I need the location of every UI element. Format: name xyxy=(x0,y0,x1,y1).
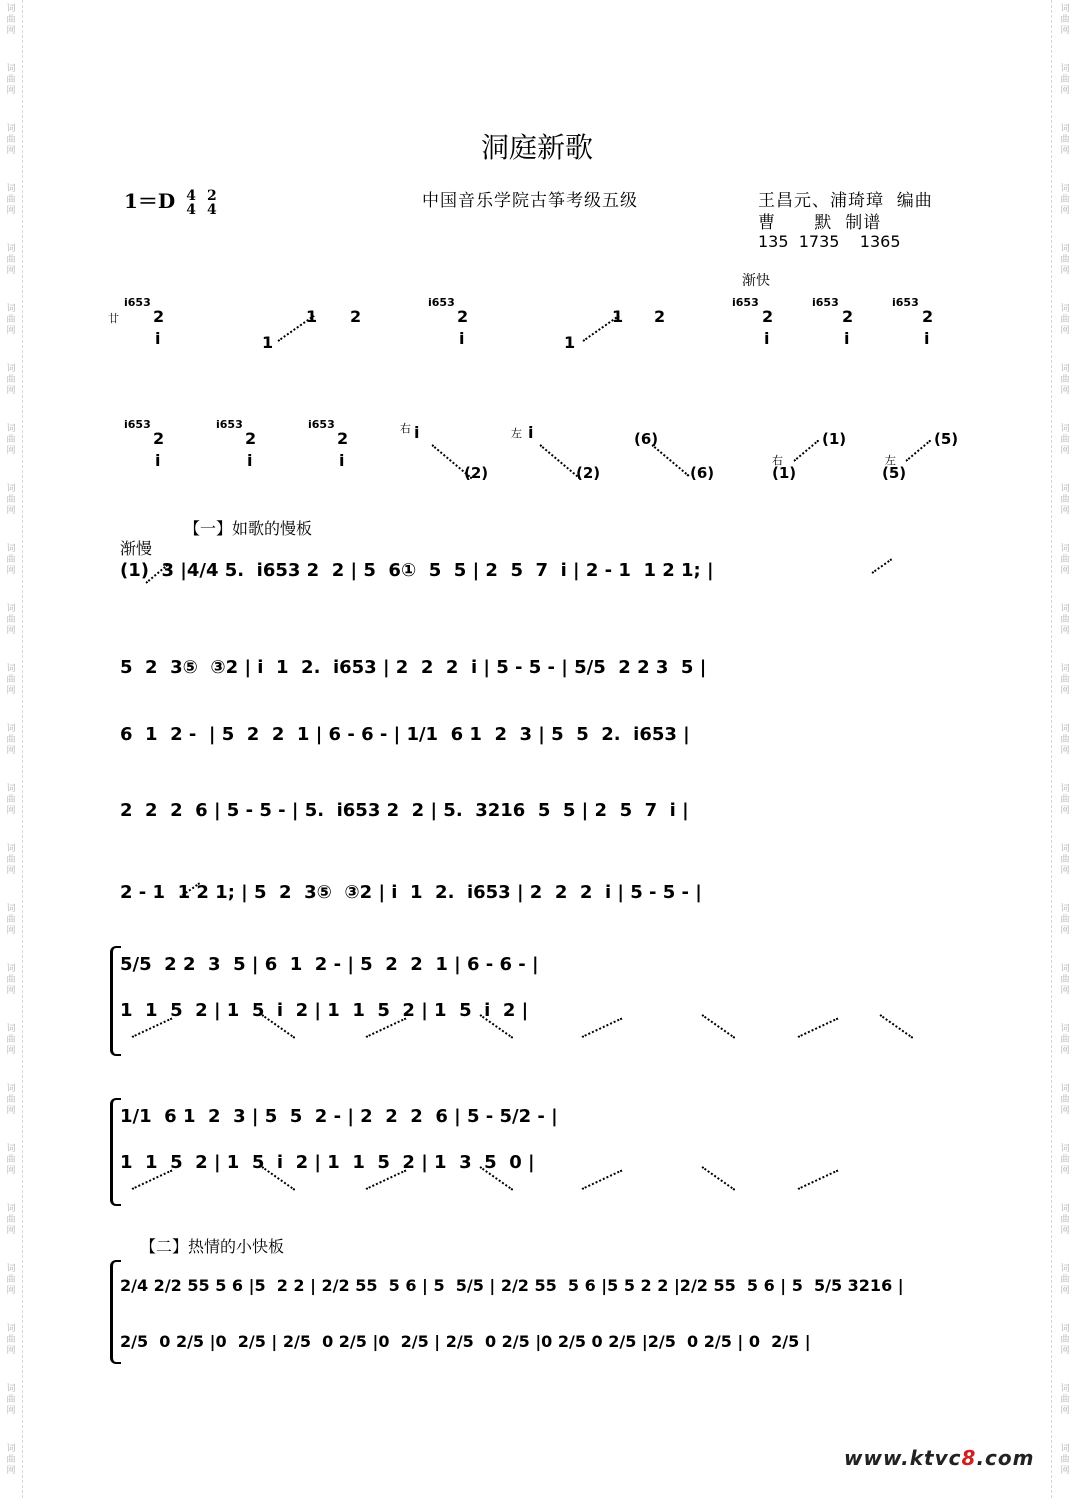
watermark-stack: 词 曲 网 xyxy=(1060,184,1070,216)
intro2-note: i xyxy=(414,423,420,442)
watermark-stack: 词 曲 网 xyxy=(6,724,16,756)
intro1-note: i653 xyxy=(732,296,759,309)
intro2-note: (1) xyxy=(772,464,797,482)
staff-row-8-lower: 2/5 0 2/5 |0 2/5 | 2/5 0 2/5 |0 2/5 | 2/5 0 2/5 |0 2/5 0 2/5 |2/5 0 2/5 | 0 2/5 | xyxy=(120,1332,811,1351)
intro2-note: i xyxy=(247,451,253,470)
staff-row-6-upper: 5/5 2 2 3 5 | 6 1 2 - | 5 2 2 1 | 6 - 6 - | xyxy=(120,954,539,975)
glissando-line xyxy=(651,444,689,476)
intro2-note: (2) xyxy=(576,464,601,482)
intro1-note: i xyxy=(844,329,850,348)
watermark-stack: 词 曲 网 xyxy=(1060,484,1070,516)
watermark-stack: 词 曲 网 xyxy=(1060,784,1070,816)
section-2-heading: 【二】热情的小快板 xyxy=(140,1237,285,1256)
watermark-stack: 词 曲 网 xyxy=(6,424,16,456)
staff-row-2: 5 2 3⑤ ③2 | i 1 2. i653 | 2 2 2 i | 5 - 5 - | 5/5 2 2 3 5 | xyxy=(120,657,707,678)
watermark-stack: 词 曲 网 xyxy=(1060,1384,1070,1416)
staff-row-3: 6 1 2 - | 5 2 2 1 | 6 - 6 - | 1/1 6 1 2 3 | 5 5 2. i653 | xyxy=(120,724,690,745)
glissando-line xyxy=(539,444,580,479)
technique-mark-right-2: 右 xyxy=(772,454,783,467)
technique-mark: 廿 xyxy=(108,312,119,325)
tempo-faster-mark: 渐快 xyxy=(742,273,770,289)
intro1-note: i xyxy=(764,329,770,348)
staff-row-8-upper: 2/4 2/2 55 5 6 |5 2 2 | 2/2 55 5 6 | 5 5/5 | 2/2 55 5 6 |5 5 2 2 |2/2 55 5 6 | 5 5/5 3216 | xyxy=(120,1276,904,1295)
intro1-note: 2 xyxy=(842,307,854,326)
exam-subtitle: 中国音乐学院古筝考级五级 xyxy=(422,191,638,211)
technique-mark-right-1: 右 xyxy=(400,422,411,435)
watermark-stack: 词 曲 网 xyxy=(6,4,16,36)
intro1-note: 2 xyxy=(762,307,774,326)
watermark-stack: 词 曲 网 xyxy=(6,484,16,516)
watermark-stack: 词 曲 网 xyxy=(6,1384,16,1416)
watermark-stack: 词 曲 网 xyxy=(1060,544,1070,576)
watermark-stack: 词 曲 网 xyxy=(1060,964,1070,996)
time-signature-4-4: 4 4 xyxy=(186,187,196,218)
intro1-note: 2 xyxy=(654,307,666,326)
watermark-stack: 词 曲 网 xyxy=(1060,4,1070,36)
watermark-stack: 词 曲 网 xyxy=(1060,244,1070,276)
watermark-stack: 词 曲 网 xyxy=(1060,664,1070,696)
watermark-stack: 词 曲 网 xyxy=(6,124,16,156)
intro1-note: i653 xyxy=(124,296,151,309)
staff-row-4: 2 2 2 6 | 5 - 5 - | 5. i653 2 2 | 5. 3216 5 5 | 2 5 7 i | xyxy=(120,800,689,821)
intro2-note: (6) xyxy=(634,430,659,448)
watermark-stack: 词 曲 网 xyxy=(6,904,16,936)
watermark-stack: 词 曲 网 xyxy=(1060,364,1070,396)
intro2-note: i653 xyxy=(216,418,243,431)
staff-row-7-lower: 1 1 5 2 | 1 5 i 2 | 1 1 5 2 | 1 3 5 0 | xyxy=(120,1152,535,1173)
intro2-note: 2 xyxy=(153,429,165,448)
intro2-note: 2 xyxy=(337,429,349,448)
intro1-note: 2 xyxy=(457,307,469,326)
intro2-note: (5) xyxy=(934,430,959,448)
watermark-stack: 词 曲 网 xyxy=(1060,724,1070,756)
watermark-stack: 词 曲 网 xyxy=(1060,1204,1070,1236)
watermark-stack: 词 曲 网 xyxy=(6,604,16,636)
glissando-line xyxy=(582,315,619,342)
watermark-stack: 词 曲 网 xyxy=(6,664,16,696)
intro2-note: i xyxy=(528,423,534,442)
technique-mark-left-1: 左 xyxy=(511,427,522,440)
intro1-note: i xyxy=(155,329,161,348)
watermark-stack: 词 曲 网 xyxy=(1060,1444,1070,1476)
key-label: 1＝D xyxy=(124,189,176,213)
watermark-stack: 词 曲 网 xyxy=(1060,1264,1070,1296)
intro2-note: i653 xyxy=(308,418,335,431)
glissando-line xyxy=(793,440,819,462)
watermark-stack: 词 曲 网 xyxy=(1060,844,1070,876)
watermark-stack: 词 曲 网 xyxy=(1060,424,1070,456)
composer-credit: 王昌元、浦琦璋 编曲 xyxy=(758,191,933,211)
transcriber-credit: 曹 默 制谱 xyxy=(758,213,882,233)
watermark-stack: 词 曲 网 xyxy=(6,364,16,396)
site-url[interactable]: www.ktvc8.com xyxy=(844,1446,1035,1470)
intro1-note: i xyxy=(459,329,465,348)
intro1-note: i xyxy=(924,329,930,348)
watermark-stack: 词 曲 网 xyxy=(6,844,16,876)
watermark-stack: 词 曲 网 xyxy=(1060,124,1070,156)
watermark-stack: 词 曲 网 xyxy=(1060,64,1070,96)
intro1-note: i653 xyxy=(812,296,839,309)
watermark-stack: 词 曲 网 xyxy=(6,784,16,816)
intro2-note: (6) xyxy=(690,464,715,482)
watermark-stack: 词 曲 网 xyxy=(6,184,16,216)
intro1-note: 1 xyxy=(262,333,274,352)
time-signature-2-4: 2 4 xyxy=(206,187,217,218)
technique-mark-left-2: 左 xyxy=(885,454,896,467)
watermark-stack: 词 曲 网 xyxy=(6,1084,16,1116)
watermark-stack: 词 曲 网 xyxy=(1060,904,1070,936)
right-watermark-strip xyxy=(1051,0,1074,1498)
intro1-note: 1 xyxy=(612,307,624,326)
key-signature xyxy=(124,185,217,217)
intro2-note: (2) xyxy=(464,464,489,482)
watermark-stack: 词 曲 网 xyxy=(6,244,16,276)
intro1-note: 1 xyxy=(306,307,318,326)
tempo-slower-mark: 渐慢 xyxy=(120,539,153,558)
intro2-note: i653 xyxy=(124,418,151,431)
staff-row-6-lower: 1 1 5 2 | 1 5 i 2 | 1 1 5 2 | 1 5 i 2 | xyxy=(120,1000,529,1021)
intro2-note: i xyxy=(339,451,345,470)
watermark-stack: 词 曲 网 xyxy=(6,64,16,96)
watermark-stack: 词 曲 网 xyxy=(6,1444,16,1476)
tuning-line: 135 1735 1365 xyxy=(758,232,901,251)
left-watermark-strip xyxy=(0,0,23,1498)
intro1-note: 1 xyxy=(564,333,576,352)
watermark-stack: 词 曲 网 xyxy=(1060,1084,1070,1116)
glissando-line xyxy=(277,315,314,342)
watermark-stack: 词 曲 网 xyxy=(6,964,16,996)
watermark-stack: 词 曲 网 xyxy=(6,544,16,576)
glissando-line xyxy=(905,440,931,462)
intro1-note: i653 xyxy=(428,296,455,309)
watermark-stack: 词 曲 网 xyxy=(6,1324,16,1356)
watermark-stack: 词 曲 网 xyxy=(6,304,16,336)
staff-row-5: 2 - 1 1 2 1; | 5 2 3⑤ ③2 | i 1 2. i653 | 2 2 2 i | 5 - 5 - | xyxy=(120,882,702,903)
watermark-stack: 词 曲 网 xyxy=(6,1264,16,1296)
intro1-note: 2 xyxy=(153,307,165,326)
watermark-stack: 词 曲 网 xyxy=(1060,1144,1070,1176)
intro2-note: 2 xyxy=(245,429,257,448)
intro1-note: 2 xyxy=(922,307,934,326)
staff-row-1: (1) 3 |4/4 5. i653 2 2 | 5 6① 5 5 | 2 5 7 i | 2 - 1 1 2 1; | xyxy=(120,560,714,581)
glissando-line xyxy=(431,444,472,479)
watermark-stack: 词 曲 网 xyxy=(1060,1024,1070,1056)
section-1-heading: 【一】如歌的慢板 xyxy=(184,519,313,538)
watermark-stack: 词 曲 网 xyxy=(6,1024,16,1056)
intro2-note: (5) xyxy=(882,464,907,482)
staff-row-7-upper: 1/1 6 1 2 3 | 5 5 2 - | 2 2 2 6 | 5 - 5/2 - | xyxy=(120,1106,558,1127)
watermark-stack: 词 曲 网 xyxy=(6,1204,16,1236)
intro1-note: 2 xyxy=(350,307,362,326)
watermark-stack: 词 曲 网 xyxy=(1060,304,1070,336)
intro2-note: (1) xyxy=(822,430,847,448)
intro2-note: i xyxy=(155,451,161,470)
watermark-stack: 词 曲 网 xyxy=(6,1144,16,1176)
intro1-note: i653 xyxy=(892,296,919,309)
watermark-stack: 词 曲 网 xyxy=(1060,1324,1070,1356)
score-title: 洞庭新歌 xyxy=(480,131,593,164)
watermark-stack: 词 曲 网 xyxy=(1060,604,1070,636)
